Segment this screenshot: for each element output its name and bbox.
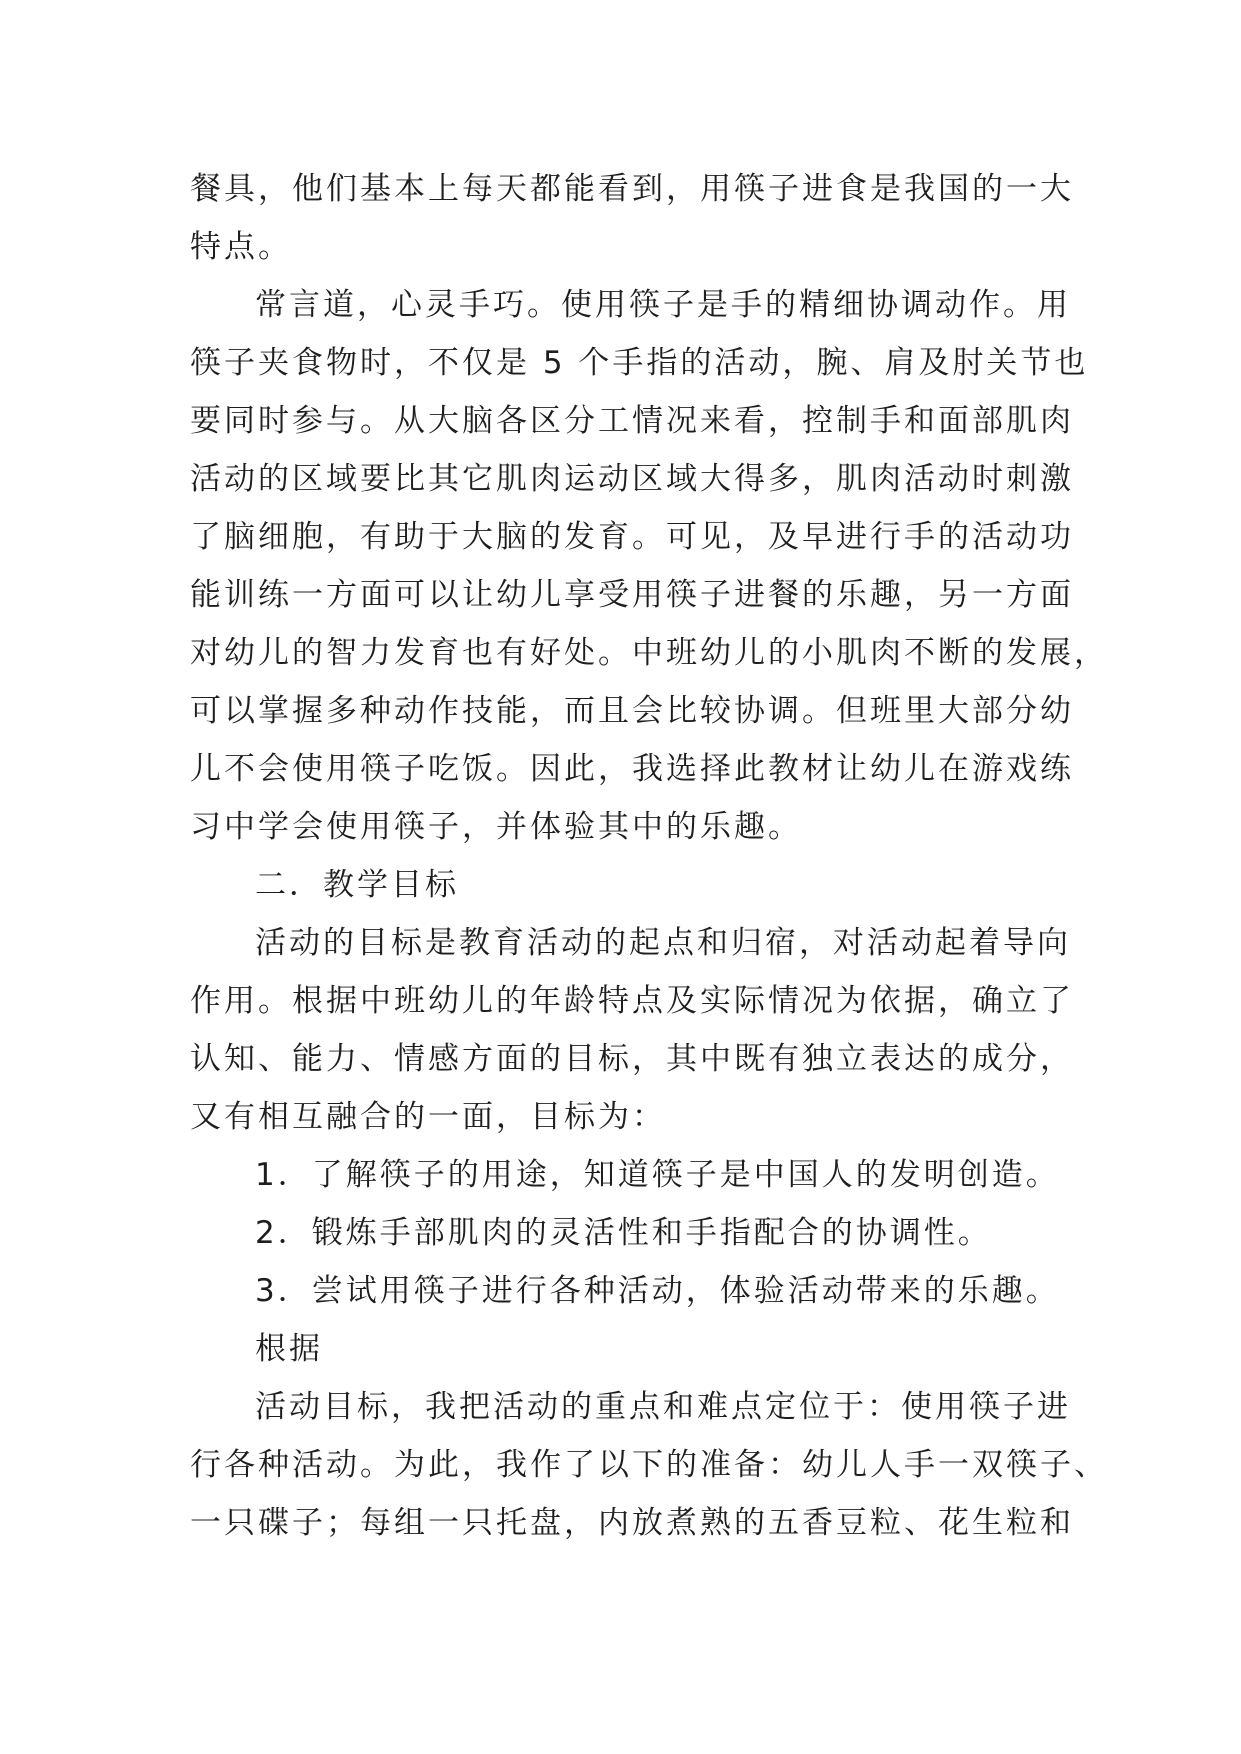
text-line: 习中学会使用筷子，并体验其中的乐趣。: [190, 809, 802, 845]
text-line: 儿不会使用筷子吃饭。因此，我选择此教材让幼儿在游戏练: [190, 751, 1074, 787]
text-line: 又有相互融合的一面，目标为：: [190, 1099, 666, 1135]
document-body: [190, 160, 1108, 1552]
goal-list-item: 2．锻炼手部肌肉的灵活性和手指配合的协调性。: [255, 1215, 992, 1251]
paragraph-start-line: 根据: [255, 1331, 323, 1367]
text-line: 可以掌握多种动作技能，而且会比较协调。但班里大部分幼: [190, 693, 1074, 729]
text-line: 活动的区域要比其它肌肉运动区域大得多，肌肉活动时刺激: [190, 461, 1074, 497]
text-line: 对幼儿的智力发育也有好处。中班幼儿的小肌肉不断的发展，: [190, 635, 1108, 671]
paragraph-start-line: 常言道，心灵手巧。使用筷子是手的精细协调动作。用: [255, 287, 1071, 323]
text-line: 餐具，他们基本上每天都能看到，用筷子进食是我国的一大: [190, 171, 1074, 207]
text-line: 了脑细胞，有助于大脑的发育。可见，及早进行手的活动功: [190, 519, 1074, 555]
text-line: 行各种活动。为此，我作了以下的准备：幼儿人手一双筷子、: [190, 1447, 1108, 1483]
text-line: 特点。: [190, 229, 292, 265]
goal-list-item: 3．尝试用筷子进行各种活动，体验活动带来的乐趣。: [255, 1273, 1060, 1309]
goal-list-item: 1．了解筷子的用途，知道筷子是中国人的发明创造。: [255, 1157, 1060, 1193]
paragraph-start-line: 活动目标，我把活动的重点和难点定位于：使用筷子进: [255, 1389, 1071, 1425]
text-line: 筷子夹食物时，不仅是 5 个手指的活动，腕、肩及肘关节也: [190, 345, 1089, 381]
text-line: 认知、能力、情感方面的目标，其中既有独立表达的成分，: [190, 1041, 1074, 1077]
text-line: 要同时参与。从大脑各区分工情况来看，控制手和面部肌肉: [190, 403, 1074, 439]
text-line: 能训练一方面可以让幼儿享受用筷子进餐的乐趣，另一方面: [190, 577, 1074, 613]
text-line: 一只碟子；每组一只托盘，内放煮熟的五香豆粒、花生粒和: [190, 1505, 1074, 1541]
paragraph-start-line: 活动的目标是教育活动的起点和归宿，对活动起着导向: [255, 925, 1071, 961]
text-line: 作用。根据中班幼儿的年龄特点及实际情况为依据，确立了: [190, 983, 1074, 1019]
section-heading: 二．教学目标: [255, 867, 459, 903]
